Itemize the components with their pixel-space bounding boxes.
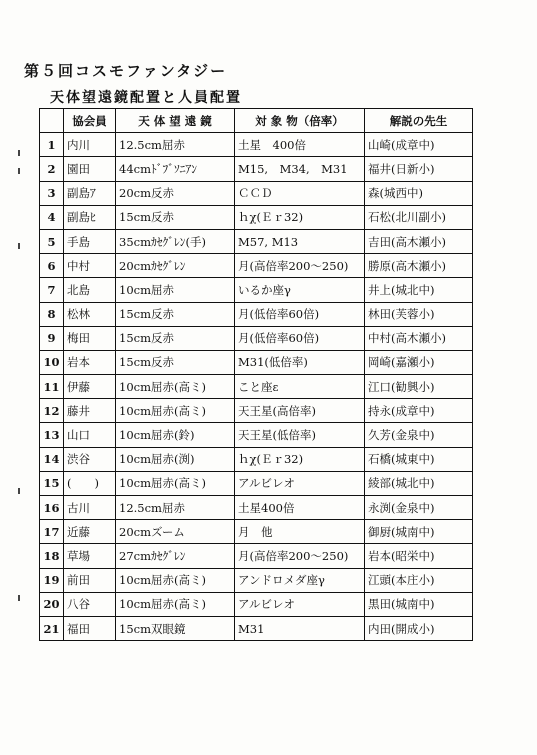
commentary-teacher: 山崎(成章中) [365,133,473,157]
row-number: 7 [40,278,64,302]
commentary-teacher: 勝原(高木瀬小) [365,254,473,278]
member-name: 手島 [64,229,116,253]
member-name: 福田 [64,616,116,640]
target-object: M31(低倍率) [235,350,365,374]
telescope: 12.5cm屈赤 [116,133,235,157]
target-object: 月(高倍率200～250) [235,254,365,278]
member-name: 副島ﾋ [64,205,116,229]
header-teacher: 解説の先生 [365,109,473,133]
member-name: 梅田 [64,326,116,350]
document-subtitle: 天体望遠鏡配置と人員配置 [50,90,242,106]
header-number [40,109,64,133]
table-row [40,157,473,181]
table-header-row [40,109,473,133]
row-number: 17 [40,520,64,544]
commentary-teacher: 石橋(城東中) [365,447,473,471]
commentary-teacher: 森(城西中) [365,181,473,205]
telescope: 15cm双眼鏡 [116,616,235,640]
target-object: M15, M34, M31 [235,157,365,181]
row-number: 20 [40,592,64,616]
table-row [40,302,473,326]
telescope: 10cm屈赤(渕) [116,447,235,471]
header-telescope: 天 体 望 遠 鏡 [116,109,235,133]
member-name: 草場 [64,544,116,568]
margin-mark [18,168,20,174]
member-name: 近藤 [64,520,116,544]
telescope: 10cm屈赤(高ミ) [116,375,235,399]
margin-mark [18,150,20,156]
row-number: 10 [40,350,64,374]
document-title: 第５回コスモファンタジー [24,62,228,80]
target-object: 天王星(高倍率) [235,399,365,423]
commentary-teacher: 綾部(城北中) [365,471,473,495]
target-object: 月(低倍率60倍) [235,302,365,326]
header-target: 対 象 物（倍率） [235,109,365,133]
target-object: 月(高倍率200～250) [235,544,365,568]
target-object: アルビレオ [235,592,365,616]
table-row [40,229,473,253]
table-row [40,326,473,350]
member-name: 渋谷 [64,447,116,471]
row-number: 6 [40,254,64,278]
commentary-teacher: 御厨(城南中) [365,520,473,544]
row-number: 18 [40,544,64,568]
telescope: 10cm屈赤(高ミ) [116,568,235,592]
target-object: M31 [235,616,365,640]
table-row [40,181,473,205]
member-name: 副島ｱ [64,181,116,205]
row-number: 2 [40,157,64,181]
commentary-teacher: 石松(北川副小) [365,205,473,229]
target-object: ＣＣＤ [235,181,365,205]
table-row [40,375,473,399]
telescope: 12.5cm屈赤 [116,496,235,520]
header-member: 協会員 [64,109,116,133]
commentary-teacher: 江口(勧興小) [365,375,473,399]
target-object: こと座ε [235,375,365,399]
commentary-teacher: 吉田(高木瀬小) [365,229,473,253]
telescope: 27cmｶｾｸﾞﾚﾝ [116,544,235,568]
telescope: 15cm反赤 [116,302,235,326]
table-row [40,133,473,157]
member-name: 山口 [64,423,116,447]
commentary-teacher: 井上(城北中) [365,278,473,302]
member-name: 北島 [64,278,116,302]
target-object: 土星400倍 [235,496,365,520]
target-object: 月 他 [235,520,365,544]
table-row [40,205,473,229]
member-name: 藤井 [64,399,116,423]
target-object: ｈχ(Ｅｒ32) [235,447,365,471]
row-number: 21 [40,616,64,640]
table-row [40,592,473,616]
row-number: 9 [40,326,64,350]
member-name: ( ) [64,471,116,495]
row-number: 13 [40,423,64,447]
telescope: 15cm反赤 [116,326,235,350]
row-number: 5 [40,229,64,253]
row-number: 12 [40,399,64,423]
table-row [40,496,473,520]
row-number: 1 [40,133,64,157]
member-name: 園田 [64,157,116,181]
target-object: アルビレオ [235,471,365,495]
table-row [40,423,473,447]
member-name: 八谷 [64,592,116,616]
table-row [40,350,473,374]
target-object: 天王星(低倍率) [235,423,365,447]
commentary-teacher: 福井(日新小) [365,157,473,181]
row-number: 19 [40,568,64,592]
table-row [40,520,473,544]
commentary-teacher: 永渕(金泉中) [365,496,473,520]
member-name: 岩本 [64,350,116,374]
commentary-teacher: 持永(成章中) [365,399,473,423]
commentary-teacher: 林田(芙蓉小) [365,302,473,326]
telescope: 20cm反赤 [116,181,235,205]
telescope: 35cmｶｾｸﾞﾚﾝ(手) [116,229,235,253]
telescope: 15cm反赤 [116,350,235,374]
target-object: 月(低倍率60倍) [235,326,365,350]
member-name: 内川 [64,133,116,157]
telescope: 10cm屈赤(高ミ) [116,592,235,616]
table-row [40,471,473,495]
margin-mark [18,488,20,494]
commentary-teacher: 黒田(城南中) [365,592,473,616]
telescope: 10cm屈赤(鈴) [116,423,235,447]
commentary-teacher: 江頭(本庄小) [365,568,473,592]
telescope: 10cm屈赤 [116,278,235,302]
commentary-teacher: 中村(高木瀬小) [365,326,473,350]
target-object: いるか座γ [235,278,365,302]
margin-mark [18,595,20,601]
member-name: 伊藤 [64,375,116,399]
member-name: 古川 [64,496,116,520]
row-number: 14 [40,447,64,471]
target-object: 土星 400倍 [235,133,365,157]
table-row [40,278,473,302]
row-number: 3 [40,181,64,205]
target-object: ｈχ(Ｅｒ32) [235,205,365,229]
row-number: 8 [40,302,64,326]
member-name: 前田 [64,568,116,592]
margin-mark [18,243,20,249]
member-name: 中村 [64,254,116,278]
table-row [40,254,473,278]
table-row [40,447,473,471]
row-number: 15 [40,471,64,495]
commentary-teacher: 岩本(昭栄中) [365,544,473,568]
telescope: 10cm屈赤(高ミ) [116,399,235,423]
table-body [40,133,473,641]
table-row [40,568,473,592]
row-number: 4 [40,205,64,229]
telescope: 20cmｶｾｸﾞﾚﾝ [116,254,235,278]
telescope: 20cmズーム [116,520,235,544]
table-row [40,616,473,640]
table-row [40,399,473,423]
member-name: 松林 [64,302,116,326]
assignment-table [39,108,473,641]
row-number: 11 [40,375,64,399]
commentary-teacher: 久芳(金泉中) [365,423,473,447]
commentary-teacher: 内田(開成小) [365,616,473,640]
telescope: 10cm屈赤(高ミ) [116,471,235,495]
target-object: M57, M13 [235,229,365,253]
table-row [40,544,473,568]
target-object: アンドロメダ座γ [235,568,365,592]
commentary-teacher: 岡崎(嘉瀬小) [365,350,473,374]
telescope: 15cm反赤 [116,205,235,229]
telescope: 44cmﾄﾞﾌﾞｿﾆｱﾝ [116,157,235,181]
row-number: 16 [40,496,64,520]
